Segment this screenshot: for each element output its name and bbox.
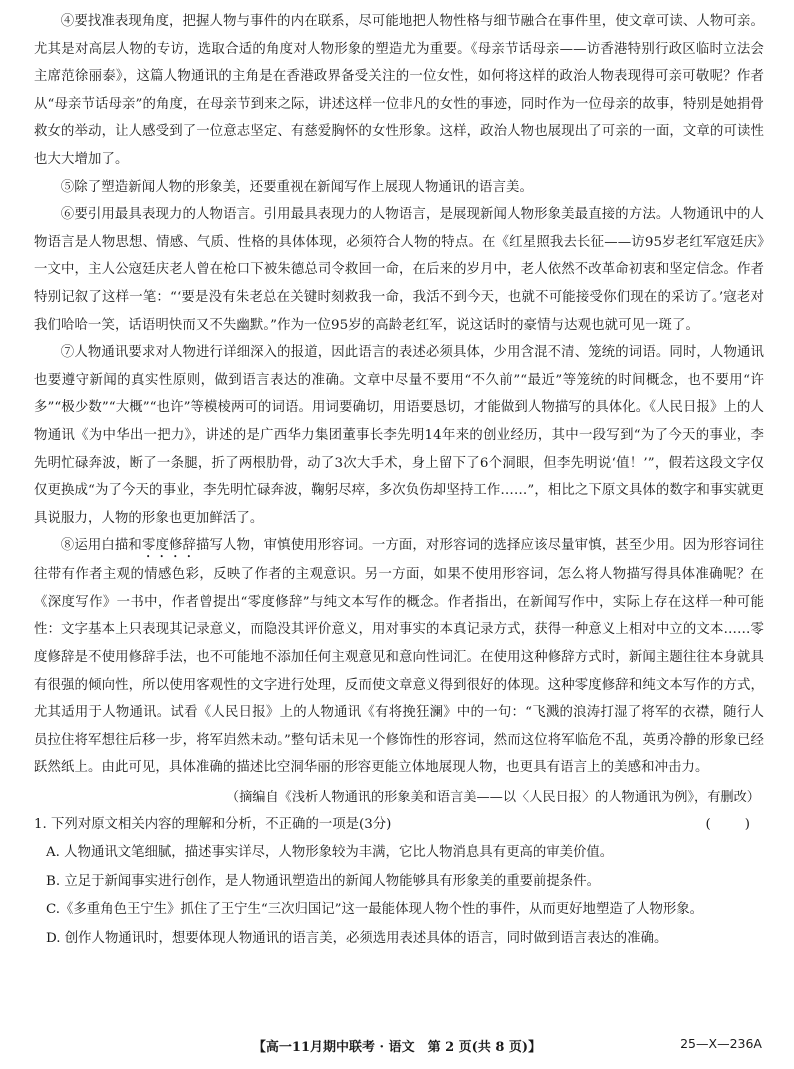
question-1 bbox=[34, 811, 764, 839]
footer-code: 25—X—236A bbox=[680, 1036, 762, 1051]
paragraph-8-body: 描写人物，审慎使用形容词。一方面，对形容词的选择应该尽量审慎，甚至少用。因为形容词往往带有作者主观的情感色彩，反映了作者的主观意识。另一方面，如果不使用形容词，怎么将人物描写得具体准确呢？在《深度写作》一书中，作者曾提出“零度修辞”与纯文本写作的概念。作者指出，在新闻写作中，实际上存在这样一种可能性：文字基本上只表现其记录意义，而隐没其评价意义，用对事实的本真记录方式，获得一种意义上相对中立的文本……零度修辞是不使用修辞手法，也不可能地不添加任何主观意见和意向性词汇。在使用这种修辞方式时，新闻主题往往本身就具有很强的倾向性，所以使用客观性的文字进行处理，反而使文章意义得到很好的体现。这种零度修辞和纯文本写作的方式，尤其适用于人物通讯。试看《人民日报》上的人物通讯《有将挽狂澜》中的一句：“飞溅的浪涛打湿了将军的衣襟，随行人员拉住将军想往后移一步，将军岿然未动。”整句话未见一个修饰性的形容词，然而这位将军临危不乱，英勇冷静的形象已经跃然纸上。由此可见，具体准确的描述比空洞华丽的形容更能立体地展现人物，也更具有语言上的美感和冲击力。 bbox=[34, 538, 764, 776]
paragraph-8-lead: ⑧运用白描和 bbox=[60, 538, 142, 554]
answer-blank: ( ) bbox=[705, 817, 750, 833]
paragraph-4: ④要找准表现角度，把握人物与事件的内在联系，尽可能地把人物性格与细节融合在事件里，使文章可读、人物可亲。尤其是对高层人物的专访，选取合适的角度对人物形象的塑造尤为重要。《母亲节话母亲——访香港特别行政区临时立法会主席范徐丽泰》，这篇人物通讯的主角是在香港政界备受关注的一位女性，如何将这样的政治人物表现得可亲可敬呢？作者从“母亲节话母亲”的角度，在母亲节到来之际，讲述这样一位非凡的女性的事迹，同时作为一位母亲的故事，特别是她捐骨救女的举动，让人感受到了一位意志坚定、有慈爱胸怀的女性形象。这样，政治人物也展现出了可亲的一面，文章的可读性也大大增加了。 bbox=[34, 14, 764, 167]
option-a: A. 人物通讯文笔细腻，描述事实详尽，人物形象较为丰满，它比人物消息具有更高的审美价值。 bbox=[46, 845, 614, 861]
source-citation: （摘编自《浅析人物通讯的形象美和语言美——以〈人民日报〉的人物通讯为例》，有删改） bbox=[225, 790, 760, 806]
question-stem: 1. 下列对原文相关内容的理解和分析，不正确的一项是(3分) bbox=[34, 817, 392, 833]
paragraph-5: ⑤除了塑造新闻人物的形象美，还要重视在新闻写作上展现人物通讯的语言美。 bbox=[60, 179, 533, 195]
paragraph-6: ⑥要引用最具表现力的人物语言。引用最具表现力的人物语言，是展现新闻人物形象美最直接的方法。人物通讯中的人物语言是人物思想、情感、气质、性格的具体体现，必须符合人物的特点。在《红星照我去长征——访95岁老红军寇廷庆》一文中，主人公寇廷庆老人曾在枪口下被朱德总司令救回一命，在后来的岁月中，老人依然不改革命初衷和坚定信念。作者特别记叙了这样一笔：“‘要是没有朱老总在关键时刻救我一命，我活不到今天，也就不可能接受你们现在的采访了。’寇老对我们哈哈一笑，话语明快而又不失幽默。”作为一位95岁的高龄老红军，说这话时的豪情与达观也就可见一斑了。 bbox=[34, 207, 764, 333]
paragraph-8 bbox=[34, 532, 764, 782]
paragraph-7: ⑦人物通讯要求对人物进行详细深入的报道，因此语言的表述必须具体，少用含混不清、笼统的词语。同时，人物通讯也要遵守新闻的真实性原则，做到语言表达的准确。文章中尽量不要用“不久前”“最近”等笼统的时间概念，也不要用“许多”“极少数”“大概”“也许”等模棱两可的词语。用词要确切，用语要恳切，才能做到人物描写的具体化。《人民日报》上的人物通讯《为中华出一把力》，讲述的是广西华力集团董事长李先明14年来的创业经历，其中一段写到“为了今天的事业，李先明忙碌奔波，断了一条腿，折了两根肋骨，动了3次大手术，身上留下了6个洞眼，但李先明说‘值！’”，假若这段文字仅仅更换成“为了今天的事业，李先明忙碌奔波，鞠躬尽瘁，多次负伤却坚持工作……”，相比之下原文具体的数字和事实就更具说服力，人物的形象也更加鲜活了。 bbox=[34, 345, 764, 526]
emphasized-term: 零度修辞 bbox=[141, 538, 197, 554]
page-footer bbox=[0, 1036, 794, 1055]
option-c: C.《多重角色王宁生》抓住了王宁生“三次归国记”这一最能体现人物个性的事件，从而更好地塑造了人物形象。 bbox=[46, 902, 704, 918]
footer-title: 【高一11月期中联考 · 语文 第 2 页(共 8 页)】 bbox=[252, 1040, 542, 1055]
option-b: B. 立足于新闻事实进行创作，是人物通讯塑造出的新闻人物能够具有形象美的重要前提条件。 bbox=[46, 873, 600, 889]
option-d: D. 创作人物通讯时，想要体现人物通讯的语言美，必须选用表述具体的语言，同时做到语言表达的准确。 bbox=[46, 930, 668, 946]
